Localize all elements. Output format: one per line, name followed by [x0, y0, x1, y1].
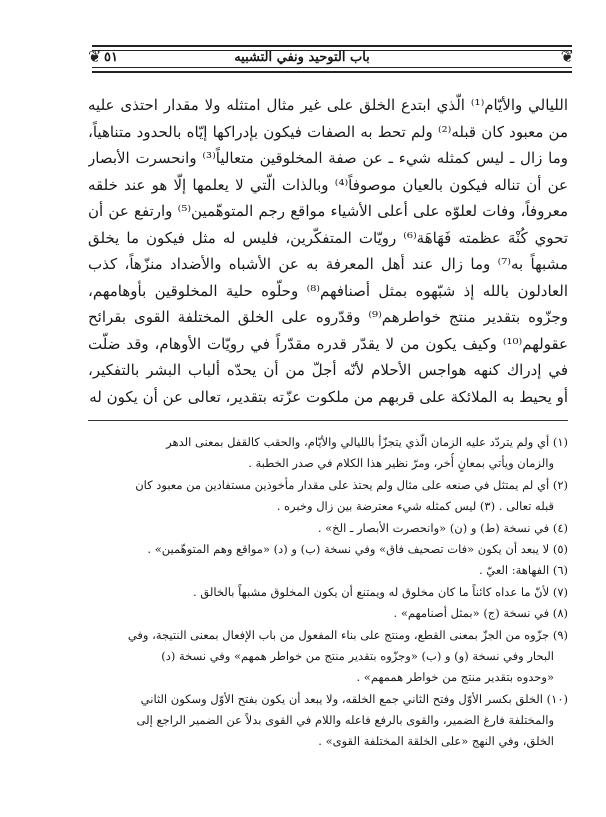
footnote-line: والمختلفة فارغ الضمير، والقوى بالرفع فاعله واللام في القوى بدلاً عن الضمير الراجع إلى: [136, 713, 554, 728]
footnote-line: (١) أي ولم يتردّد عليه الزمان الّذي يتجزّأ بالليالي والأيّام، والحقب كالقفل بمعنى الدهر: [166, 435, 568, 449]
text-line: الليالي والأيّام⁽¹⁾ الّذي ابتدع الخلق على غير مثال امتثله ولا مقدار احتذى عليه: [88, 96, 568, 114]
footnote-line: البحار وفي نسخة (و) و (ب) «وجزّوه بتقدير منتج من خواطر همهم» وفي نسخة (د): [161, 648, 554, 663]
page-number: ٥١: [104, 50, 118, 65]
footnote-line: (٦) الفهاهة: العيّ .: [478, 563, 568, 578]
footnote-line: قبله تعالى . (٣) ليس كمثله شيء معترضة بين زال وخبره .: [276, 499, 554, 514]
footnote-line: (٤) في نسخة (ط) و (ن) «وانحصرت الأبصار ـ الخ» .: [317, 520, 568, 535]
footnote-line: (٧) لأنّ ما عداه كائناً ما كان مخلوق له ويمتنع أن يكون المخلوق مشبهاً بالخالق .: [192, 584, 568, 599]
ornament-icon: ❦: [88, 47, 102, 66]
text-line: أو يحيط به الملائكة على قربهم من ملكوت عزّته بتقدير، تعالى عن أن يكون له: [89, 387, 568, 406]
text-line: مشبهاً به⁽⁷⁾ وما زال عند أهل المعرفة به عن الأشباه والأضداد منزّهاً، كذب: [88, 255, 568, 273]
text-line: تحوي كُنْهَ عظمته فَهَاهَة⁽⁶⁾ رويّات المتفكّرين، فليس له مثل فيكون ما يخلق: [88, 228, 568, 247]
footnote-line: والزمان ويأتي بمعانٍ أُخر، ومرّ نظير هذا الكلام في صدر الخطبة .: [248, 456, 554, 471]
text-line: وجزّوه بتقدير منتج خواطرهم⁽⁹⁾ وقدّروه على الخلق المختلفة القوى بقرائح: [88, 308, 568, 326]
text-line: من معبود كان قبله⁽²⁾ ولم تحط به الصفات فيكون بإدراكها إيّاه بالحدود متناهياً،: [88, 122, 568, 141]
chapter-title: باب التوحيد ونفي التشبيه: [234, 50, 370, 65]
footnote-line: (١٠) الخلق بكسر الأوّل وفتح الثاني جمع الخلقه، ولا يبعد أن يكون بفتح الأوّل وسكون الثاني: [140, 691, 568, 706]
text-line: عن أن تناله فيكون بالعيان موصوفاً⁽⁴⁾ وبالذات الّتي لا يعلمها إلّا هو عند خلقه: [88, 175, 568, 194]
ornament-icon: ❦: [560, 47, 574, 66]
footnote-line: الخلق، وفي النهج «على الخلقة المختلفة القوى» .: [318, 734, 554, 749]
main-text: [88, 92, 568, 410]
footnote-line: (٢) أي لم يمتثل في صنعه على مثال ولم يحتذ على مقدار مأخوذين مستفادين من معبود كان: [135, 477, 568, 492]
footnotes: [88, 432, 568, 753]
footnote-divider: [88, 420, 568, 421]
footnote-line: (٥) لا يبعد أن يكون «فات تصحيف فاق» وفي نسخة (ب) و (د) «مواقع وهم المتوهّمين» .: [147, 541, 568, 556]
footnote-line: (٩) جزّوه من الجزّ بمعنى القطع، ومنتج على بناء المفعول من باب الإفعال بمعنى النتيجة، وفي: [127, 627, 568, 642]
text-line: وما زال ـ ليس كمثله شيء ـ عن صفة المخلوقين متعالياً⁽³⁾ وانحسرت الأبصار: [88, 149, 568, 167]
text-line: معروفاً، وفات لعلوّه على أعلى الأشياء مواقع رجم المتوهّمين⁽⁵⁾ وارتفع عن أن: [88, 202, 568, 220]
page-header: [88, 45, 574, 73]
text-line: عقولهم⁽¹⁰⁾ وكيف يكون من لا يقدّر قدره مقدّراً في رويّات الأوهام، وقد ضلّت: [88, 334, 568, 353]
footnote-line: «وحدوه بتقدير منتج من خواطر هممهم» .: [356, 670, 554, 685]
footnote-line: (٨) في نسخة (ج) «بمثل أصنامهم» .: [393, 606, 568, 621]
text-line: في إدراك كنهه هواجس الأحلام لأنّه أجلّ من أن يحدّه ألباب البشر بالتفكير،: [88, 361, 568, 379]
text-line: العادلون بالله إذ شبّهوه بمثل أصنافهم⁽⁸⁾ وحلّوه حلية المخلوقين بأوهامهم،: [88, 281, 568, 300]
